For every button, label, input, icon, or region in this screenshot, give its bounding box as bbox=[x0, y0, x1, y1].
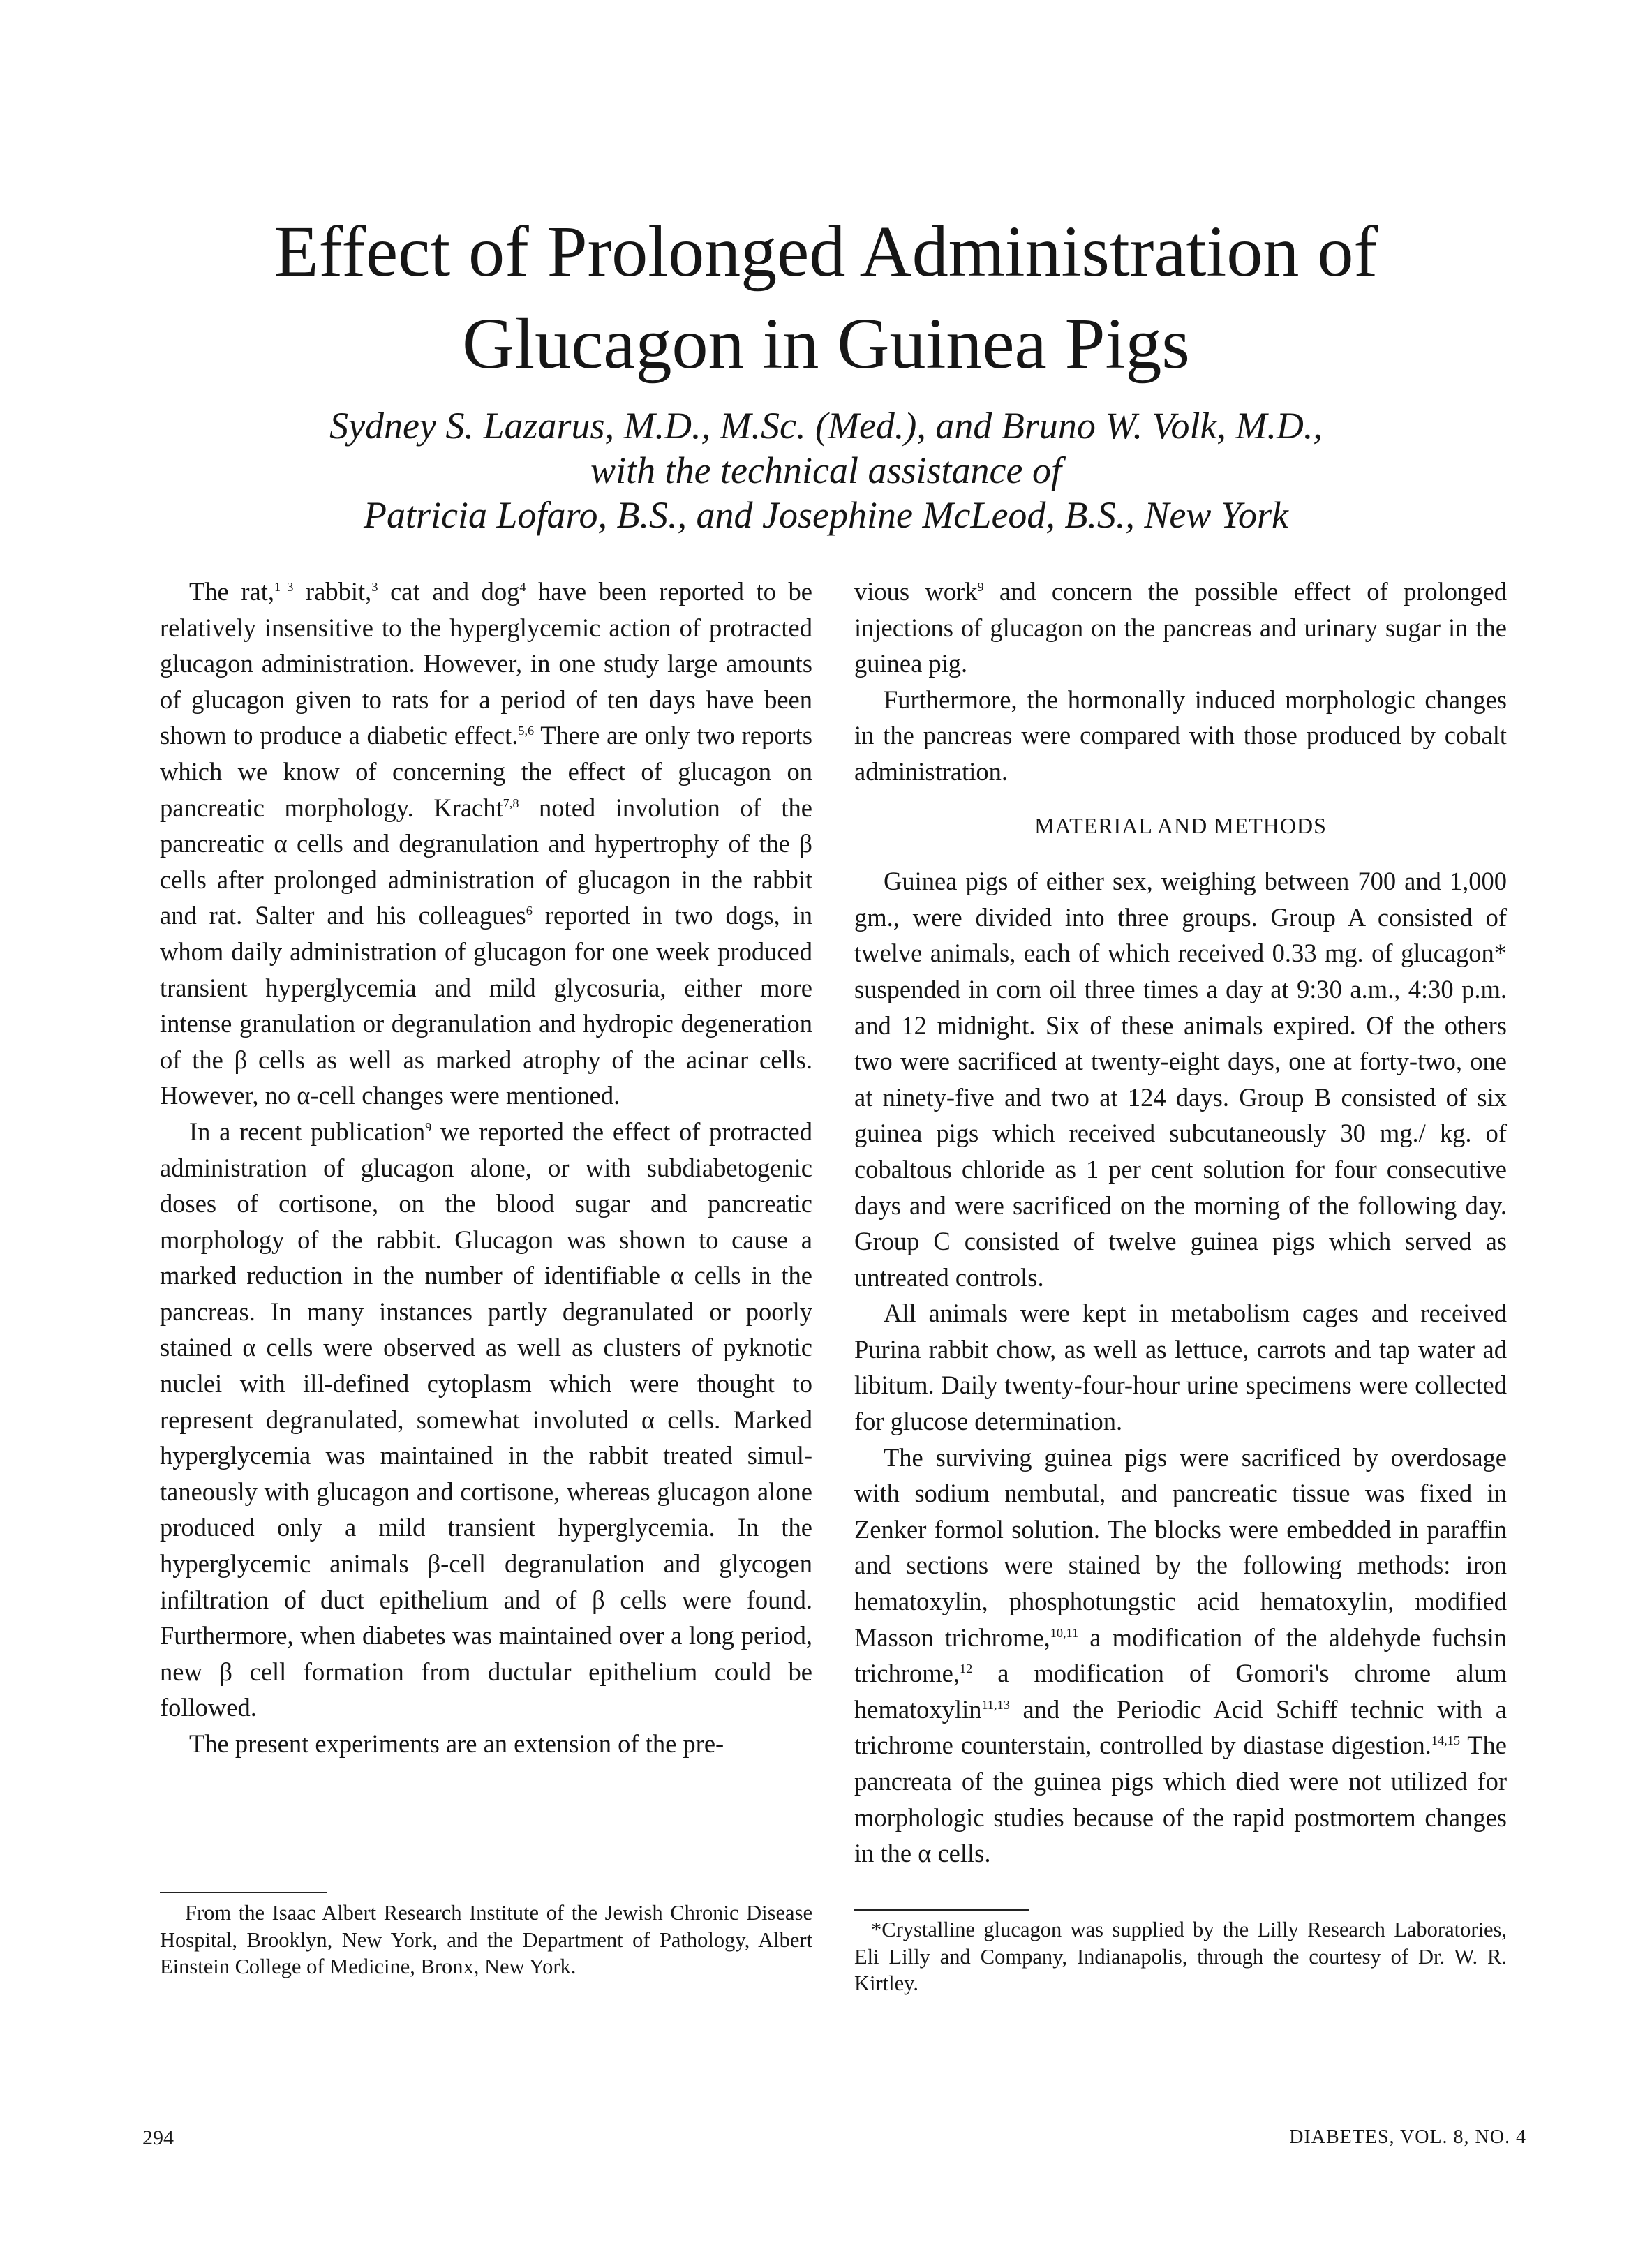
section-heading: MATERIAL AND METHODS bbox=[1034, 812, 1327, 838]
text-run: reported in two dogs, in whom daily administration of glucagon for one week produced transient hyperglycemia and mild glycosuria, either more intense granulation or degranulation and hydropic degeneration of the β cells as well as marked atrophy of the acinar cells. However, no α-cell changes were mentioned. bbox=[160, 901, 813, 1110]
reference-superscript: 9 bbox=[977, 579, 984, 594]
title-line-2: Glucagon in Guinea Pigs bbox=[462, 304, 1190, 384]
page-number: 294 bbox=[142, 2126, 174, 2149]
byline-assistants: Patricia Lofaro, B.S., and Josephine McLeod, B.S., New York bbox=[364, 494, 1288, 536]
text-run: rabbit, bbox=[293, 577, 372, 606]
byline-authors: Sydney S. Lazarus, M.D., M.Sc. (Med.), and Bruno W. Volk, M.D., bbox=[329, 405, 1323, 447]
reference-superscript: 12 bbox=[960, 1662, 973, 1676]
footnote-divider bbox=[160, 1892, 327, 1893]
intro-paragraph-2 bbox=[160, 1114, 812, 1726]
reference-superscript: 1–3 bbox=[274, 579, 294, 594]
text-run: noted involution of the pancreatic α cells and degranulation and hypertrophy of the β cells after prolonged administration of glucagon in the rabbit and rat. Salter and his colleagues bbox=[160, 793, 812, 930]
text-run: a modification of the aldehyde fuchsin trichrome, bbox=[854, 1622, 1507, 1688]
reference-superscript: 11,13 bbox=[981, 1697, 1010, 1712]
methods-paragraph-3 bbox=[854, 1440, 1507, 1872]
right-column bbox=[854, 574, 1507, 1872]
intro-paragraph-3: The present experiments are an extension of the pre- bbox=[189, 1729, 724, 1758]
text-run: In a recent publication bbox=[189, 1117, 426, 1146]
text-run: a modification of Gomori's chrome alum hematoxylin bbox=[854, 1659, 1507, 1724]
intro-paragraph-4: Furthermore, the hormonally induced morphologic changes in the pancreas were compared with those produced by cobalt administration. bbox=[854, 685, 1507, 786]
byline-assistance: with the technical assistance of bbox=[590, 449, 1062, 491]
reference-superscript: 5,6 bbox=[518, 724, 535, 738]
text-run: have been reported to be relatively insensitive to the hyperglycemic action of protracted glucagon administration. However, in one study large amounts of glucagon given to rats for a period of ten days have been shown to produce a diabetic effect. bbox=[160, 577, 812, 750]
footnote-divider bbox=[854, 1909, 1029, 1911]
text-run: The pancreata of the guinea pigs which died were not utilized for morphologic studies because of the rapid postmortem changes in the α cells. bbox=[854, 1731, 1507, 1868]
text-run: The rat, bbox=[189, 577, 275, 606]
reference-superscript: 9 bbox=[425, 1119, 432, 1134]
glucagon-source-footnote: *Crystalline glucagon was supplied by the Lilly Research Laboratories, Eli Lilly and Company, Indianapolis, through the courtesy of Dr. W. R. Kirtley. bbox=[854, 1918, 1507, 1995]
intro-paragraph-1 bbox=[160, 574, 812, 1114]
text-run: and the Periodic Acid Schiff technic with a trichrome counterstain, controlled by diastase digestion. bbox=[854, 1694, 1507, 1760]
continued-paragraph bbox=[854, 574, 1507, 682]
journal-citation: DIABETES, VOL. 8, NO. 4 bbox=[1289, 2126, 1526, 2148]
reference-superscript: 3 bbox=[371, 579, 378, 594]
text-run: The surviving guinea pigs were sacrificed by overdosage with sodium nembutal, and pancreatic tissue was fixed in Zenker formol solution. The blocks were embedded in paraffin and sections were stained by the following methods: iron hematoxylin, phosphotungstic acid hematoxylin, modified Masson trichrome, bbox=[854, 1442, 1507, 1652]
author-byline bbox=[126, 403, 1526, 537]
reference-superscript: 10,11 bbox=[1050, 1625, 1079, 1640]
text-run: cat and dog bbox=[378, 577, 520, 606]
reference-superscript: 4 bbox=[519, 579, 526, 594]
methods-paragraph-2: All animals were kept in metabolism cages and received Purina rabbit chow, as well as lettuce, carrots and tap water ad libitum. Daily twenty-four-hour urine specimens were collected for glucose determination. bbox=[854, 1299, 1507, 1436]
reference-superscript: 7,8 bbox=[503, 796, 519, 810]
text-run: There are only two reports which we know of concerning the effect of glucagon on pancreatic morphology. Kracht bbox=[160, 721, 812, 822]
text-run: vious work bbox=[854, 577, 978, 606]
text-run: and concern the possible effect of prolonged injections of glucagon on the pancreas and urinary sugar in the guinea pig. bbox=[854, 577, 1508, 678]
reference-superscript: 6 bbox=[526, 904, 533, 918]
left-column bbox=[160, 574, 812, 1762]
article-title bbox=[126, 206, 1526, 390]
affiliation-footnote: From the Isaac Albert Research Institute of the Jewish Chronic Disease Hospital, Brooklyn, New York, and the Department of Pathology, Albert Einstein College of Medicine, Bronx, New York. bbox=[160, 1901, 812, 1978]
reference-superscript: 14,15 bbox=[1431, 1733, 1460, 1748]
title-line-1: Effect of Prolonged Administration of bbox=[274, 211, 1378, 292]
methods-paragraph-1: Guinea pigs of either sex, weighing between 700 and 1,000 gm., were divided into three groups. Group A consisted of twelve animals, each of which received 0.33 mg. of glucagon* suspended in corn oil three times a day at 9:30 a.m., 4:30 p.m. and 12 midnight. Six of these animals expired. Of the others two were sacrificed at twenty-eight days, one at forty-two, one at ninety-five and two at 124 days. Group B consisted of six guinea pigs which received subcutaneously 30 mg./ kg. of cobaltous chloride as 1 per cent solution for four consecutive days and were sacrificed on the morning of the following day. Group C consisted of twelve guinea pigs which served as untreated controls. bbox=[854, 867, 1507, 1292]
text-run: we reported the effect of protracted administration of glucagon alone, or with subdiabetogenic doses of cortisone, on the blood sugar and pancreatic morphology of the rabbit. Glucagon was shown to cause a marked reduction in the number of identifiable α cells in the pancreas. In many instances partly degranulated or poorly stained α cells were observed as well as clusters of pyknotic nuclei with ill-defined cytoplasm which were thought to represent degranulated, somewhat involuted α cells. Marked hyperglycemia was maintained in the rabbit treated simultaneously with glucagon and cortisone, whereas glucagon alone produced only a mild transient hyperglycemia. In the hyperglycemic animals β-cell degranulation and glycogen infiltration of duct epithelium and of β cells were found. Furthermore, when diabetes was maintained over a long period, new β cell formation from ductular epithelium could be followed. bbox=[160, 1117, 812, 1722]
